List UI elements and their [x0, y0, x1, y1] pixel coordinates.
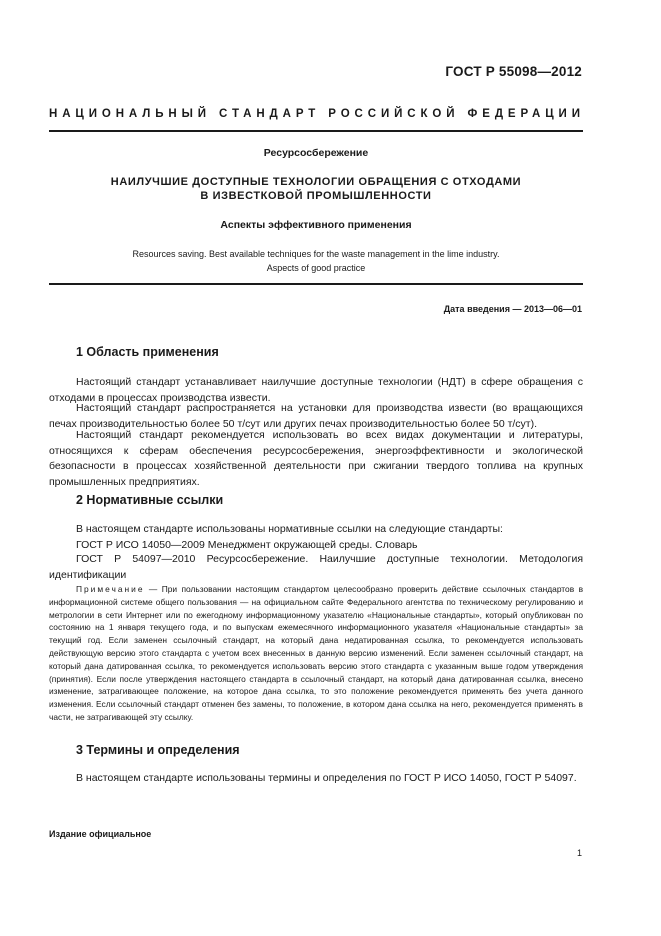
title-divider: [49, 283, 583, 285]
reference-item-1: ГОСТ Р ИСО 14050—2009 Менеджмент окружающей среды. Словарь: [76, 539, 418, 551]
section-1-paragraph-1: Настоящий стандарт устанавливает наилучшие доступные технологии (НДТ) в сфере обращения с отходами в процессах производства извести.: [49, 376, 583, 404]
section-1-paragraph-3: Настоящий стандарт рекомендуется использовать во всех видах документации и литературы, относящихся к сферам обеспечения ресурсосбережения, энергоэффективности и экологической безопасности в процессах хозяйственной деятельности при сжигании твердого топлива на крупных промышленных предприятиях.: [49, 429, 583, 488]
reference-item-2: ГОСТ Р 54097—2010 Ресурсосбережение. Наилучшие доступные технологии. Методология идентификации: [49, 553, 583, 581]
note-block: [49, 583, 583, 724]
title-line-2: В ИЗВЕСТКОВОЙ ПРОМЫШЛЕННОСТИ: [200, 190, 432, 202]
english-title: [49, 247, 583, 275]
note-label: Примечание: [76, 584, 145, 594]
title-line-1: НАИЛУЧШИЕ ДОСТУПНЫЕ ТЕХНОЛОГИИ ОБРАЩЕНИЯ С ОТХОДАМИ: [110, 176, 522, 188]
document-title: [49, 175, 583, 203]
top-divider: [49, 130, 583, 132]
edition-label: Издание официальное: [49, 829, 152, 839]
keyword-heading: Ресурсосбережение: [263, 147, 369, 159]
english-title-line-2: Aspects of good practice: [266, 263, 366, 273]
note-text: — При пользовании настоящим стандартом целесообразно проверить действие ссылочных стандартов в информационной системе общего пользования — на официальном сайте Федерального агентства по техническому регулированию и метрологии в сети Интернет или по ежегодному информационному указателю «Национальные стандарты», который опубликован по состоянию на 1 января текущего года, и по выпускам ежемесячного информационного указателя «Национальные стандарты» за текущий год. Если заменен ссылочный стандарт, на который дана недатированная ссылка, то рекомендуется использовать действующую версию этого стандарта с учетом всех внесенных в данную версию изменений. Если заменен ссылочный стандарт, на который дана датированная ссылка, то рекомендуется использовать версию этого стандарта с указанным выше годом утверждения (принятия). Если после утверждения настоящего стандарта в ссылочный стандарт, на который дана датированная ссылка, внесено изменение, затрагивающее положение, на которое дана ссылка, то это положение рекомендуется применять без учета данного изменения. Если ссылочный стандарт отменен без замены, то положение, в котором дана ссылка на него, рекомендуется применять в части, не затрагивающей эту ссылку.: [49, 584, 584, 722]
document-subtitle: Аспекты эффективного применения: [220, 219, 412, 231]
english-title-line-1: Resources saving. Best available techniques for the waste management in the lime industry.: [132, 249, 500, 259]
page-number: 1: [576, 848, 582, 858]
section-1-paragraph-2: Настоящий стандарт распространяется на установки для производства извести (во вращающихся печах производительностью более 50 т/сут или других печах производительностью более 50 т/сут).: [49, 402, 583, 430]
section-3-paragraph-1: В настоящем стандарте использованы термины и определения по ГОСТ Р ИСО 14050, ГОСТ Р 54097.: [76, 772, 577, 784]
section-1-heading: 1 Область применения: [76, 345, 219, 359]
section-2-heading: 2 Нормативные ссылки: [76, 493, 224, 507]
effective-date: Дата введения — 2013—06—01: [443, 304, 582, 314]
national-standard-banner: НАЦИОНАЛЬНЫЙ СТАНДАРТ РОССИЙСКОЙ ФЕДЕРАЦИИ: [49, 108, 585, 120]
document-code: ГОСТ Р 55098—2012: [445, 64, 582, 79]
references-intro: В настоящем стандарте использованы нормативные ссылки на следующие стандарты:: [76, 523, 503, 535]
section-3-heading: 3 Термины и определения: [76, 743, 240, 757]
